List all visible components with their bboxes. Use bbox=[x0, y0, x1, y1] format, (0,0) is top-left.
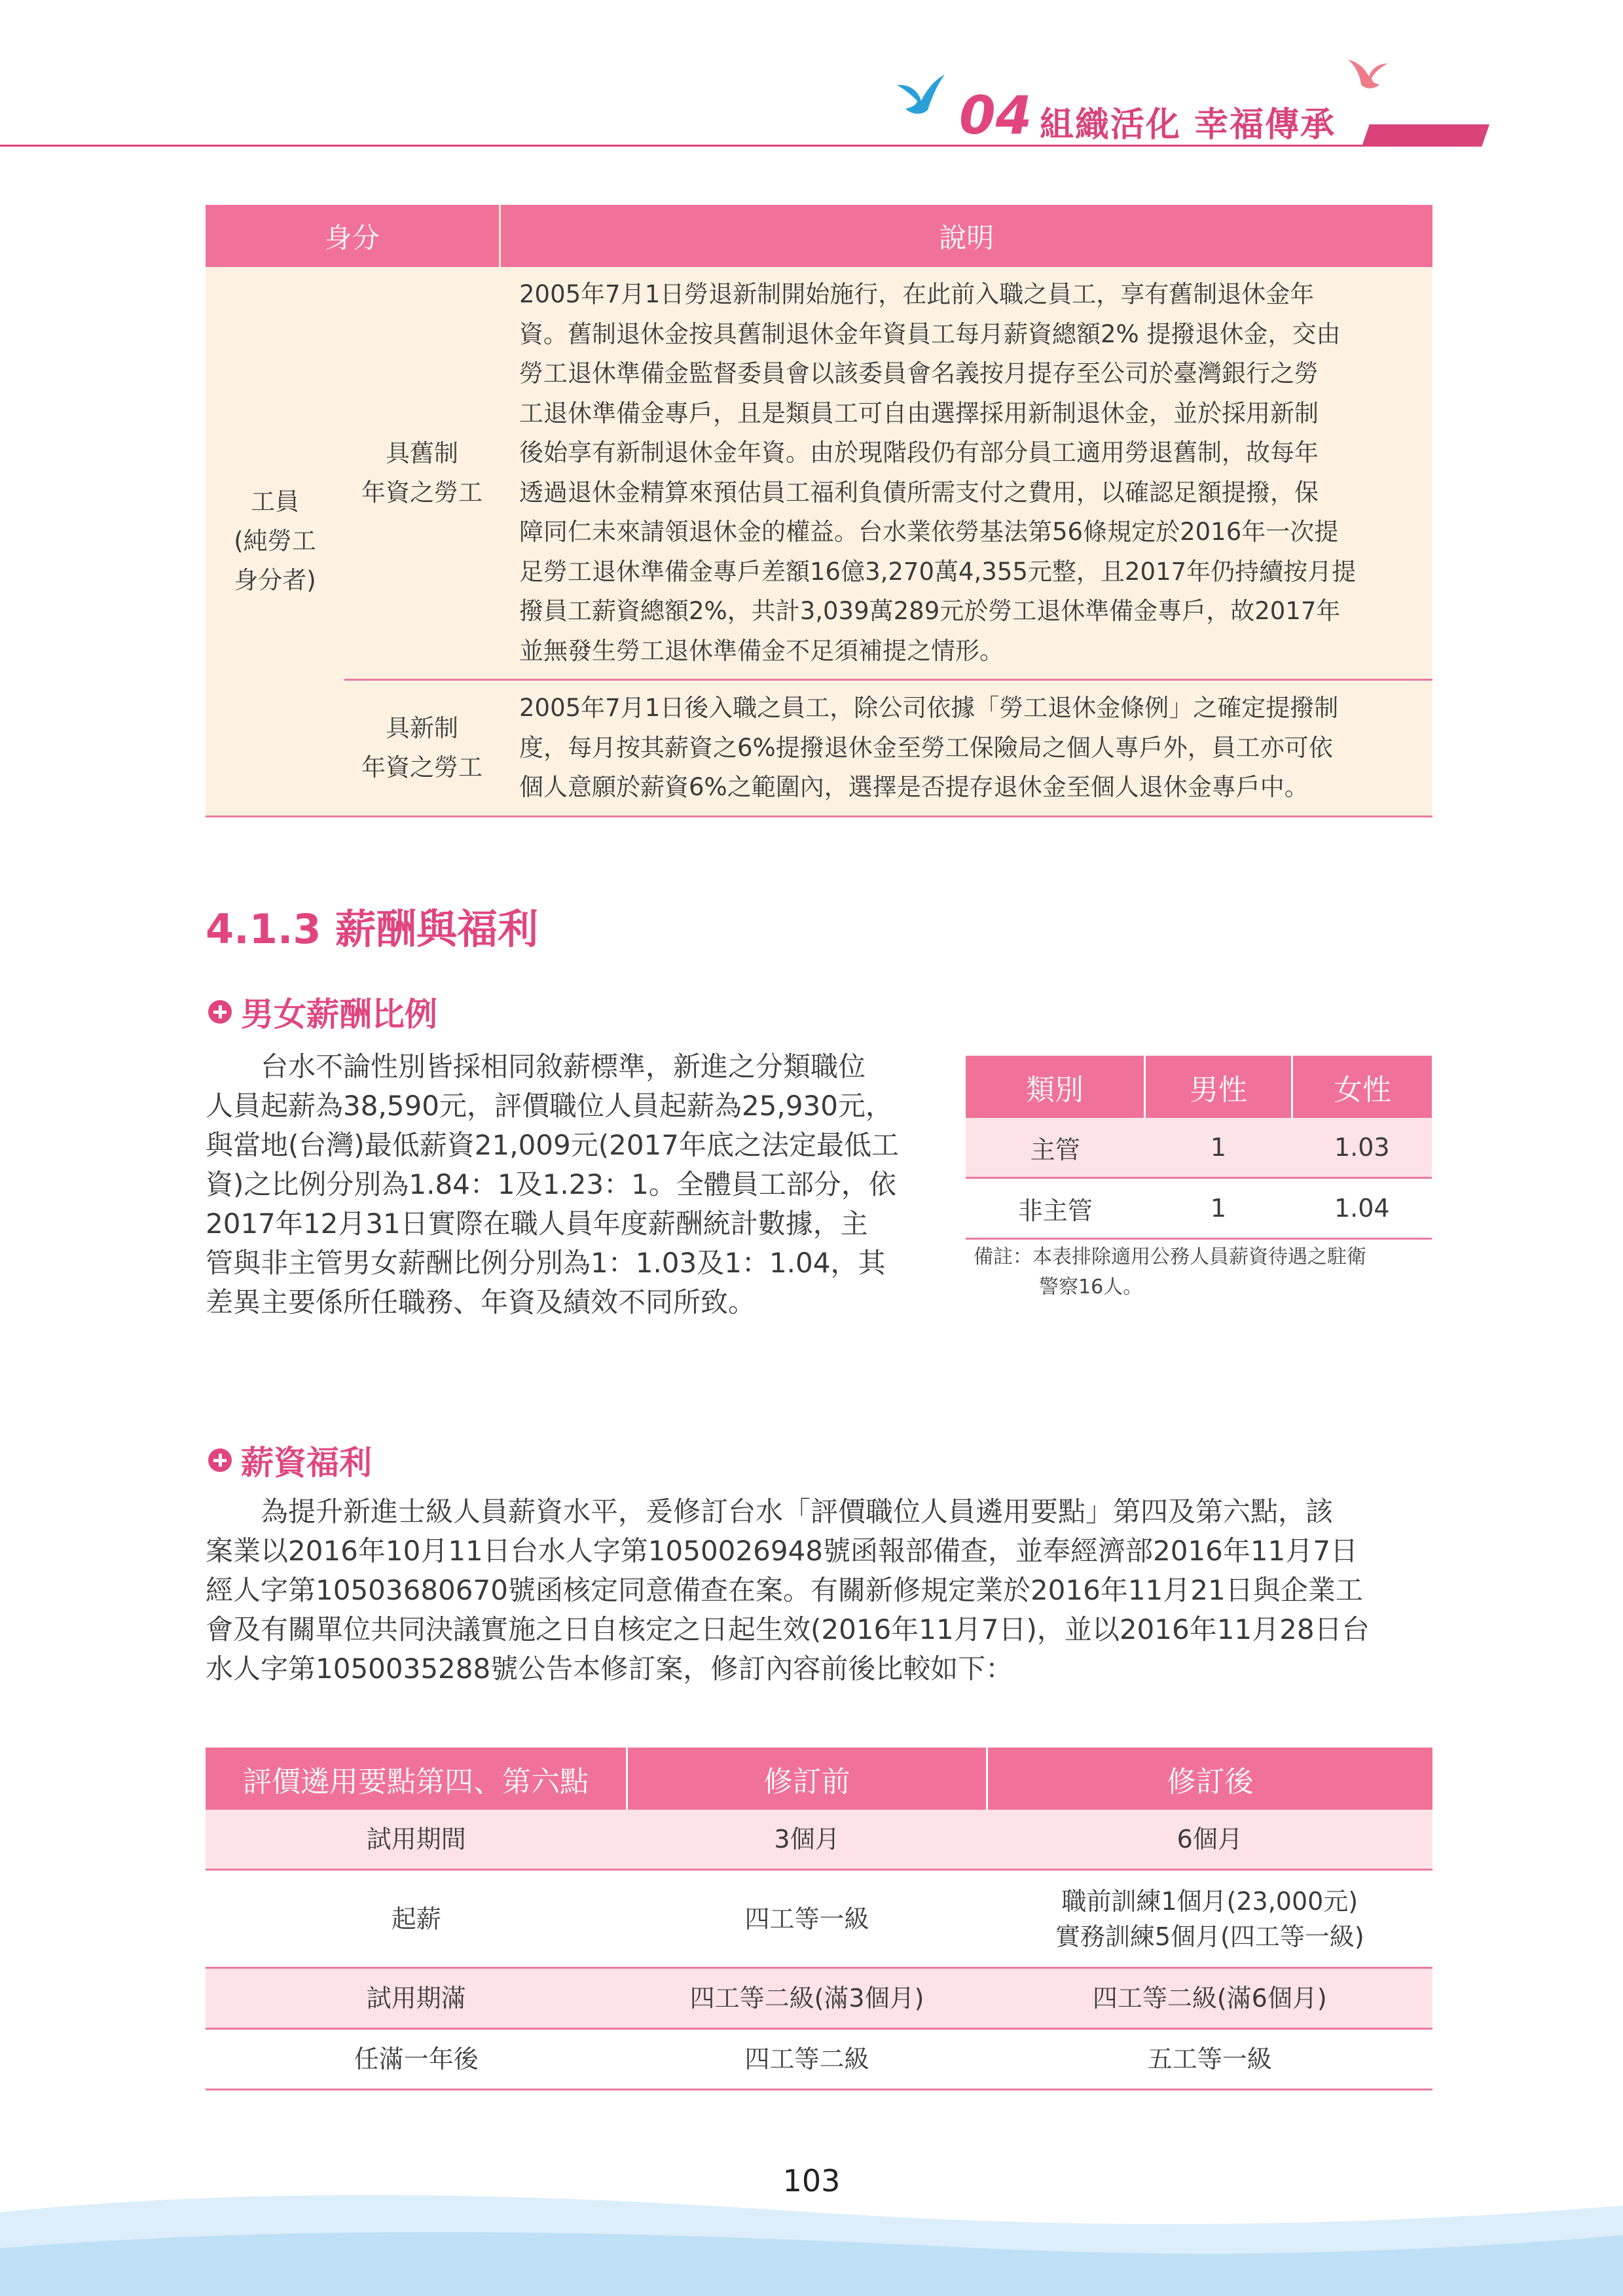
table-cell: 試用期滿 bbox=[206, 1968, 627, 2029]
table-row bbox=[206, 2029, 1432, 2090]
description-line: 並無發生勞工退休準備金不足須補提之情形。 bbox=[519, 636, 1004, 665]
table-row bbox=[206, 680, 1432, 817]
description-line: 2005年7月1日勞退新制開始施行，在此前入職之員工，享有舊制退休金年 bbox=[519, 280, 1315, 308]
paragraph-line: 水人字第1050035288號公告本修訂案，修訂內容前後比較如下： bbox=[206, 1653, 1013, 1685]
subsection-title: 薪資福利 bbox=[241, 1444, 372, 1482]
subsection-heading bbox=[208, 1437, 372, 1484]
subsection-title: 男女薪酬比例 bbox=[241, 996, 437, 1033]
table-cell: 非主管 bbox=[966, 1178, 1145, 1239]
table-cell: 任滿一年後 bbox=[206, 2029, 627, 2090]
table-cell: 1 bbox=[1145, 1118, 1292, 1178]
description-line: 透過退休金精算來預估員工福利負債所需支付之費用，以確認足額提撥，保 bbox=[519, 478, 1319, 507]
paragraph-line: 資)之比例分別為1.84：1及1.23：1。全體員工部分，依 bbox=[206, 1168, 896, 1200]
table-row bbox=[206, 1810, 1432, 1870]
description-line: 後始享有新制退休金年資。由於現階段仍有部分員工適用勞退舊制，故每年 bbox=[519, 439, 1319, 467]
salary-ratio-paragraph bbox=[206, 1047, 932, 1322]
description-line: 2005年7月1日後入職之員工，除公司依據「勞工退休金條例」之確定提撥制 bbox=[519, 694, 1339, 722]
row-label-line: 具舊制 bbox=[386, 439, 458, 467]
bird-pink-icon bbox=[1345, 56, 1391, 95]
group-label-line: 工員 bbox=[251, 487, 299, 516]
description-line: 足勞工退休準備金專戶差額16億3,270萬4,355元整，且2017年仍持續按月提 bbox=[519, 557, 1357, 586]
paragraph-line: 人員起薪為38,590元，評價職位人員起薪為25,930元， bbox=[206, 1090, 893, 1122]
paragraph-line: 管與非主管男女薪酬比例分別為1：1.03及1：1.04，其 bbox=[206, 1247, 886, 1279]
table-cell: 1.04 bbox=[1292, 1178, 1432, 1239]
cell-line: 實務訓練5個月(四工等一級) bbox=[1055, 1922, 1364, 1951]
section-title: 4.1.3 薪酬與福利 bbox=[206, 905, 539, 953]
description-cell bbox=[500, 267, 1432, 680]
description-line: 資。舊制退休金按具舊制退休金年資員工每月薪資總額2% 提撥退休金，交由 bbox=[519, 319, 1341, 348]
description-line: 撥員工薪資總額2%，共計3,039萬289元於勞工退休準備金專戶，故2017年 bbox=[519, 597, 1341, 625]
description-line: 勞工退休準備金監督委員會以該委員會名義按月提存至公司於臺灣銀行之勞 bbox=[519, 359, 1319, 387]
description-line: 障同仁未來請領退休金的權益。台水業依勞基法第56條規定於2016年一次提 bbox=[519, 518, 1339, 546]
header-cell: 女性 bbox=[1292, 1056, 1432, 1118]
cell-line: 職前訓練1個月(23,000元) bbox=[1061, 1886, 1359, 1916]
header-cell: 說明 bbox=[500, 205, 1432, 267]
table-cell bbox=[987, 1870, 1433, 1968]
chapter-number: 04 bbox=[959, 85, 1032, 146]
row-label-cell bbox=[344, 267, 500, 680]
table-cell: 五工等一級 bbox=[987, 2029, 1433, 2090]
table-cell: 四工等二級(滿3個月) bbox=[627, 1968, 987, 2029]
row-label-line: 具新制 bbox=[386, 713, 458, 742]
table-cell: 3個月 bbox=[627, 1810, 987, 1870]
table-row bbox=[206, 1968, 1432, 2029]
pension-identity-table bbox=[206, 205, 1432, 817]
paragraph-line: 與當地(台灣)最低薪資21,009元(2017年底之法定最低工 bbox=[206, 1129, 900, 1161]
salary-welfare-paragraph bbox=[206, 1492, 1432, 1689]
group-label-cell bbox=[206, 267, 344, 816]
description-cell bbox=[500, 680, 1432, 817]
gender-pay-ratio-table bbox=[966, 1056, 1432, 1240]
header-accent-bar bbox=[1362, 124, 1489, 147]
row-label-line: 年資之勞工 bbox=[361, 478, 483, 507]
table-cell: 四工等二級 bbox=[627, 2029, 987, 2090]
table-cell: 1 bbox=[1145, 1178, 1292, 1239]
table-cell: 6個月 bbox=[987, 1810, 1433, 1870]
table-cell: 起薪 bbox=[206, 1870, 627, 1968]
description-line: 工退休準備金專戶，且是類員工可自由選擇採用新制退休金，並於採用新制 bbox=[519, 399, 1319, 427]
paragraph-line: 差異主要係所任職務、年資及績效不同所致。 bbox=[206, 1286, 756, 1318]
paragraph-line: 2017年12月31日實際在職人員年度薪酬統計數據，主 bbox=[206, 1208, 868, 1240]
header-cell: 評價遴用要點第四、第六點 bbox=[206, 1748, 627, 1810]
description-line: 度，每月按其薪資之6%提撥退休金至勞工保險局之個人專戶外，員工亦可依 bbox=[519, 733, 1333, 762]
regulation-comparison-table bbox=[206, 1748, 1432, 2090]
plus-circle-icon bbox=[208, 1000, 232, 1024]
header-cell: 男性 bbox=[1145, 1056, 1292, 1118]
header-cell: 類別 bbox=[966, 1056, 1145, 1118]
table-row bbox=[966, 1178, 1432, 1239]
bird-blue-icon bbox=[894, 72, 946, 118]
table-cell: 試用期間 bbox=[206, 1810, 627, 1870]
footer-wave-decoration bbox=[0, 2186, 1623, 2296]
row-label-cell bbox=[344, 680, 500, 817]
page-number: 103 bbox=[782, 2163, 841, 2198]
plus-circle-icon bbox=[208, 1448, 232, 1472]
paragraph-line: 經人字第10503680670號函核定同意備查在案。有關新修規定業於2016年11月21日與企業工 bbox=[206, 1574, 1363, 1606]
paragraph-line: 台水不論性別皆採相同敘薪標準，新進之分類職位 bbox=[261, 1050, 866, 1083]
group-label-line: 身分者) bbox=[234, 565, 316, 594]
group-label-line: (純勞工 bbox=[234, 526, 316, 555]
table-header-row bbox=[206, 1748, 1432, 1810]
table-note bbox=[974, 1242, 1366, 1302]
header-cell: 身分 bbox=[206, 205, 500, 267]
row-label-line: 年資之勞工 bbox=[361, 753, 483, 781]
table-row bbox=[966, 1118, 1432, 1178]
paragraph-line: 會及有關單位共同決議實施之日自核定之日起生效(2016年11月7日)，並以2016年11月28日台 bbox=[206, 1613, 1370, 1645]
paragraph-line: 為提升新進士級人員薪資水平，爰修訂台水「評價職位人員遴用要點」第四及第六點，該 bbox=[261, 1496, 1334, 1528]
note-line: 備註：本表排除適用公務人員薪資待遇之駐衛 bbox=[974, 1246, 1366, 1268]
chapter-title: 組織活化 幸福傳承 bbox=[1040, 105, 1336, 145]
table-row bbox=[206, 1870, 1432, 1968]
header-cell: 修訂後 bbox=[987, 1748, 1433, 1810]
subsection-heading bbox=[208, 988, 437, 1035]
table-cell: 四工等一級 bbox=[627, 1870, 987, 1968]
table-header-row bbox=[966, 1056, 1432, 1118]
description-line: 個人意願於薪資6%之範圍內，選擇是否提存退休金至個人退休金專戶中。 bbox=[519, 773, 1309, 801]
table-cell: 主管 bbox=[966, 1118, 1145, 1178]
table-row bbox=[206, 267, 1432, 680]
table-cell: 四工等二級(滿6個月) bbox=[987, 1968, 1433, 2029]
header-cell: 修訂前 bbox=[627, 1748, 987, 1810]
note-line: 警察16人。 bbox=[1039, 1276, 1143, 1299]
table-header-row bbox=[206, 205, 1432, 267]
paragraph-line: 案業以2016年10月11日台水人字第1050026948號函報部備查，並奉經濟部2016年11月7日 bbox=[206, 1535, 1359, 1567]
table-cell: 1.03 bbox=[1292, 1118, 1432, 1178]
